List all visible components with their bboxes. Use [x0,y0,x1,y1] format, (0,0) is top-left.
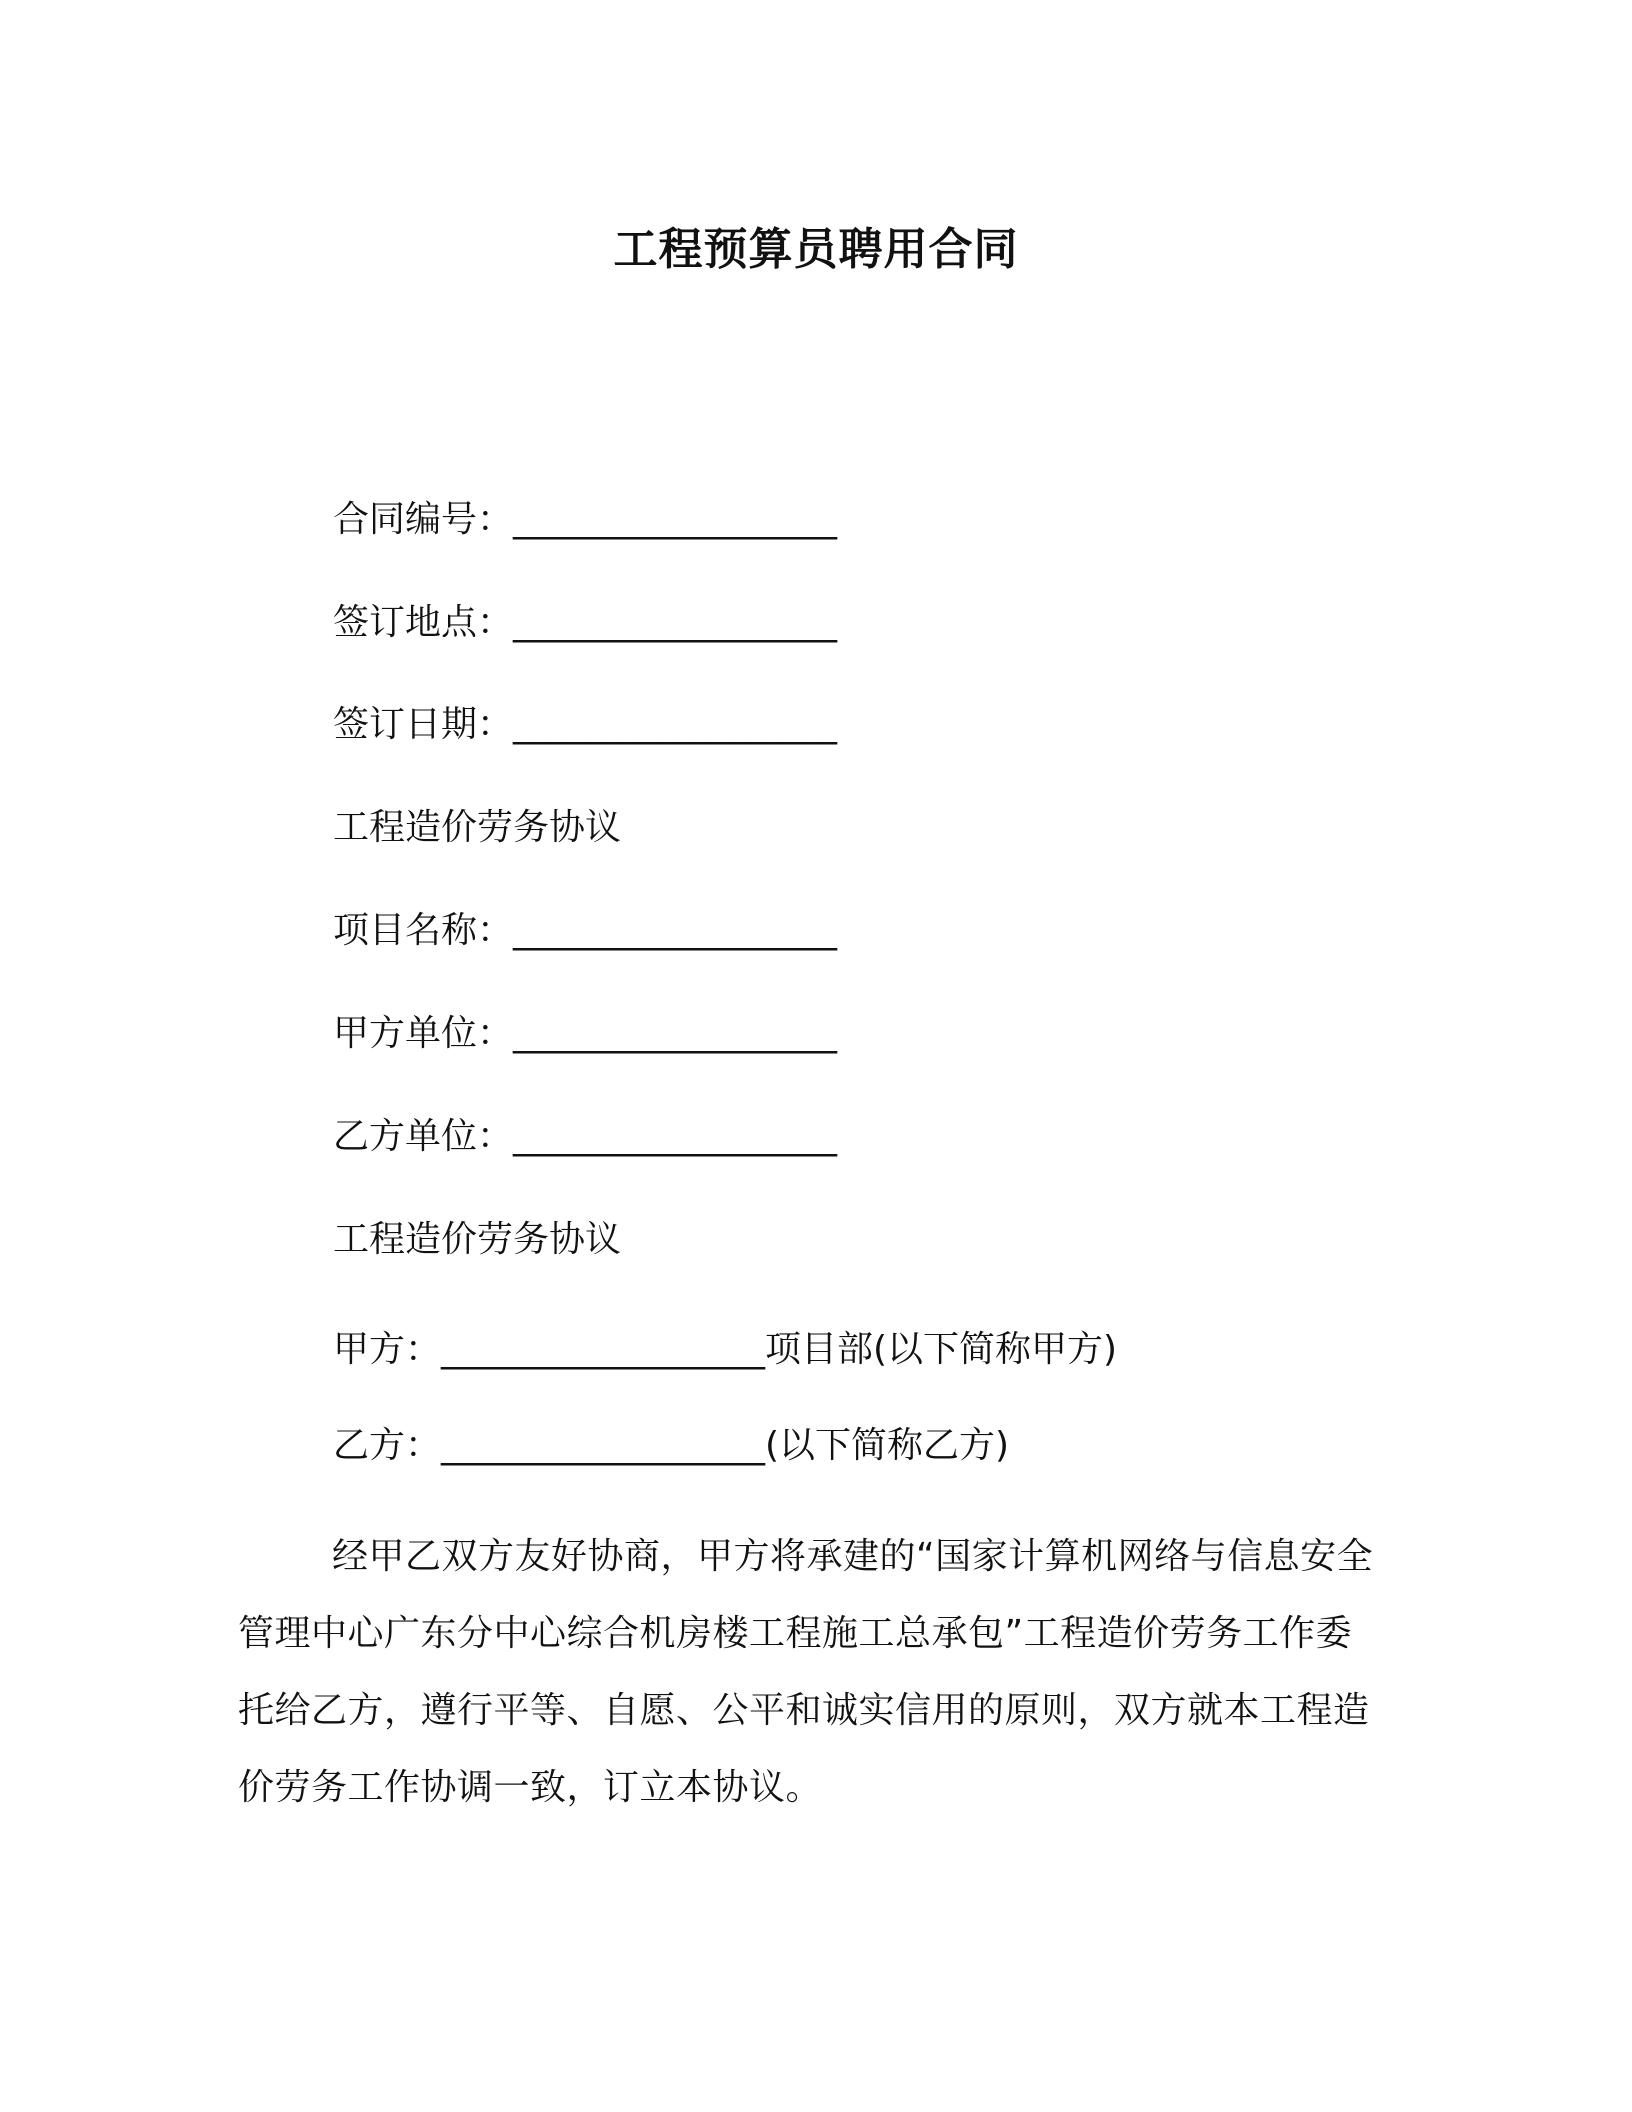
agreement-paragraph: 经甲乙双方友好协商，甲方将承建的“国家计算机网络与信息安全管理中心广东分中心综合机房楼工程施工总承包”工程造价劳务工作委托给乙方，遵行平等、自愿、公平和诚实信用的原则，双方就本工程造价劳务工作协调一致，订立本协议。 [238,1536,1374,1808]
party-b-line [333,1422,1009,1470]
party-b-blank: __________________ [441,1425,766,1466]
party-b-unit-label: 乙方单位： [333,1116,514,1157]
party-b-suffix: (以下简称乙方) [765,1425,1010,1466]
party-a-unit-line [333,1010,837,1058]
contract-number-line [333,496,837,544]
party-a-unit-label: 甲方单位： [333,1013,514,1054]
party-b-unit-line [333,1113,837,1161]
section-title-first: 工程造价劳务协议 [333,807,622,848]
project-name-line [333,907,837,955]
signing-place-blank: __________________ [513,602,838,643]
document-title: 工程预算员聘用合同 [613,224,1019,275]
signing-date-blank: __________________ [513,704,838,745]
signing-place-line [333,599,837,647]
party-a-unit-blank: __________________ [513,1013,838,1054]
party-b-unit-blank: __________________ [513,1116,838,1157]
party-b-label: 乙方： [333,1425,442,1466]
project-name-blank: __________________ [513,910,838,951]
project-name-label: 项目名称： [333,910,514,951]
party-a-suffix: 项目部(以下简称甲方) [765,1329,1118,1370]
party-a-label: 甲方： [333,1329,442,1370]
contract-number-label: 合同编号： [333,499,514,540]
signing-place-label: 签订地点： [333,602,514,643]
contract-number-blank: __________________ [513,499,838,540]
party-a-blank: __________________ [441,1329,766,1370]
signing-date-line [333,701,837,749]
signing-date-label: 签订日期： [333,704,514,745]
party-a-line [333,1326,1117,1374]
section-title-second: 工程造价劳务协议 [333,1219,622,1260]
